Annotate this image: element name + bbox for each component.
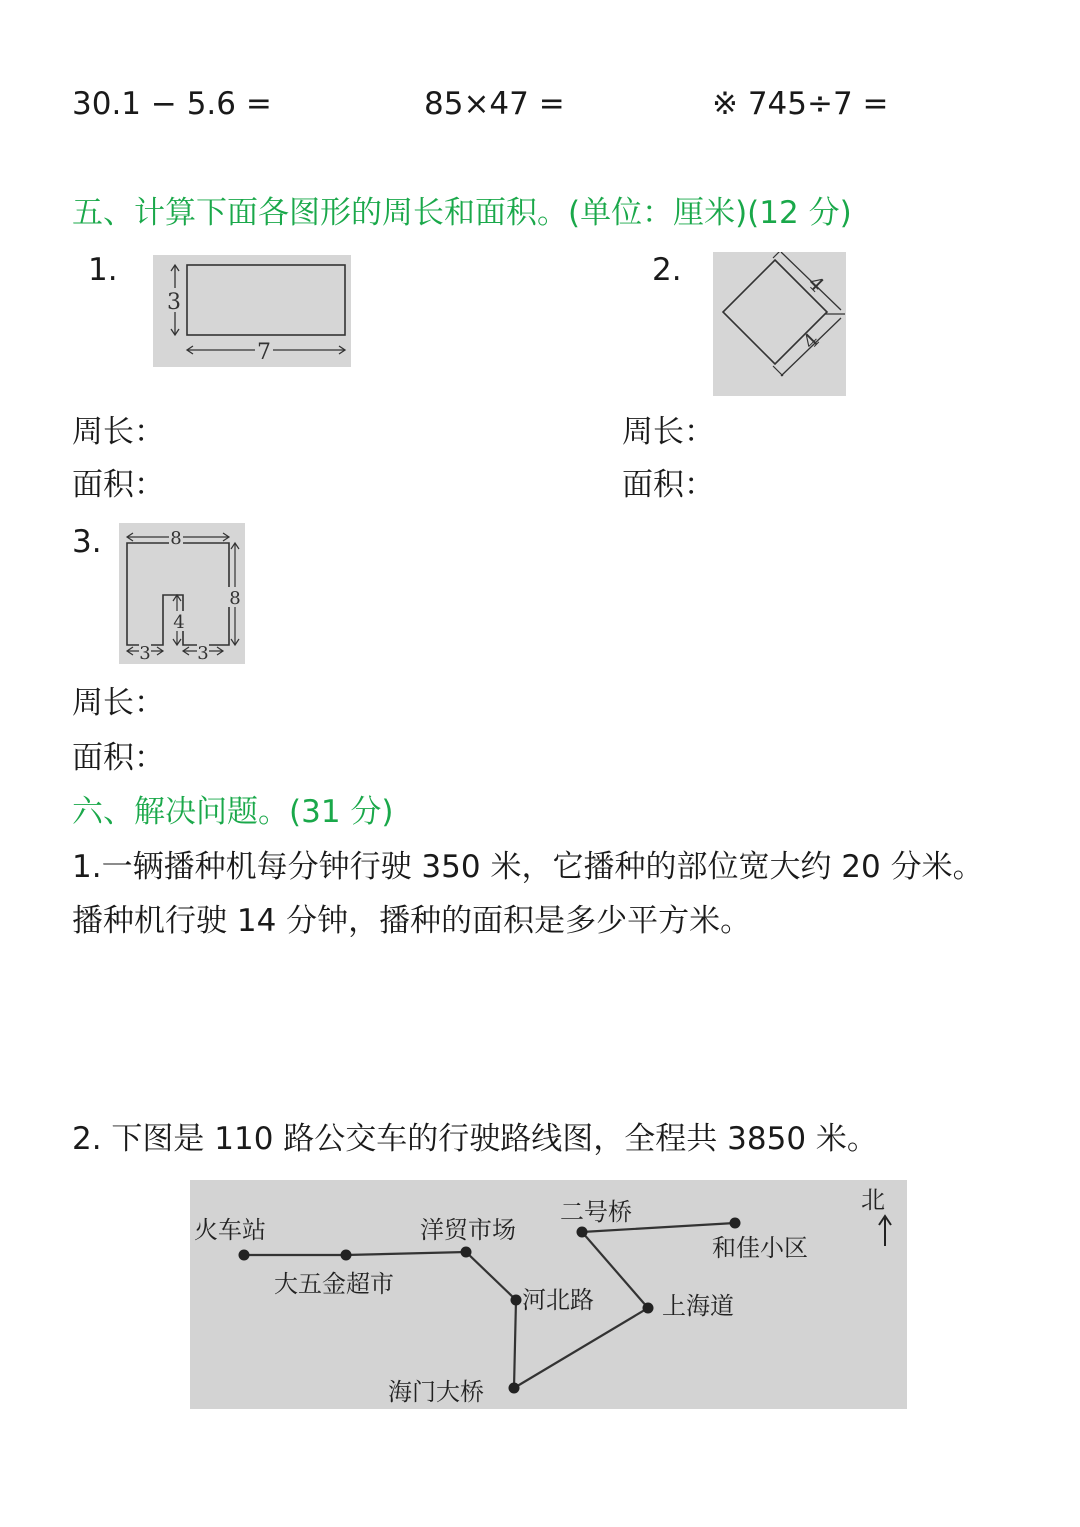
stop-huochezhan: 火车站 (194, 1216, 266, 1244)
stop-haimen: 海门大桥 (388, 1378, 484, 1406)
figure-1-number: 1. (88, 252, 118, 288)
stop-hejia: 和佳小区 (712, 1234, 808, 1262)
area-label-3: 面积： (72, 740, 165, 776)
stop-yangmao: 洋贸市场 (420, 1216, 516, 1244)
figure-2-number: 2. (652, 252, 682, 288)
bus-route-map (190, 1180, 907, 1409)
figure-3-u-shape (119, 523, 245, 664)
section6-title: 六、解决问题。(31 分) (72, 794, 394, 830)
figure-3-number: 3. (72, 524, 102, 560)
question-2-text: 2. 下图是 110 路公交车的行驶路线图，全程共 3850 米。 (72, 1121, 878, 1157)
stop-hebeilu: 河北路 (522, 1286, 594, 1314)
stop-shanghaidao: 上海道 (662, 1292, 734, 1320)
question-1-line-2: 播种机行驶 14 分钟，播种的面积是多少平方米。 (72, 903, 752, 939)
section5-title: 五、计算下面各图形的周长和面积。(单位：厘米)(12 分) (72, 195, 852, 231)
question-1-line-1: 1.一辆播种机每分钟行驶 350 米，它播种的部位宽大约 20 分米。 (72, 849, 984, 885)
figure-3-right-foot-label: 3 (197, 643, 209, 664)
stop-erhaoqiao: 二号桥 (560, 1198, 632, 1226)
perimeter-label-2: 周长： (622, 414, 715, 450)
figure-1-height-label: 3 (167, 290, 181, 315)
exercise-1: 30.1 − 5.6 = (72, 86, 272, 122)
area-label-1: 面积： (72, 467, 165, 503)
stop-dawujin: 大五金超市 (274, 1270, 394, 1298)
figure-2-side-label-bottom: 4 (797, 327, 824, 354)
exercise-2: 85×47 = (424, 86, 565, 122)
figure-3-inner-label: 4 (173, 612, 185, 633)
area-label-2: 面积： (622, 467, 715, 503)
north-label: 北 (861, 1186, 885, 1214)
exercise-3: ※ 745÷7 = (712, 86, 889, 122)
north-arrow-icon (879, 1216, 891, 1246)
perimeter-label-1: 周长： (72, 414, 165, 450)
figure-1-rectangle (153, 255, 351, 367)
figure-2-square (713, 252, 846, 396)
figure-3-left-foot-label: 3 (139, 643, 151, 664)
perimeter-label-3: 周长： (72, 685, 165, 721)
figure-3-right-label: 8 (229, 588, 241, 609)
figure-3-top-label: 8 (170, 528, 182, 549)
figure-1-width-label: 7 (257, 340, 271, 365)
figure-2-side-label-top: 4 (803, 270, 830, 297)
